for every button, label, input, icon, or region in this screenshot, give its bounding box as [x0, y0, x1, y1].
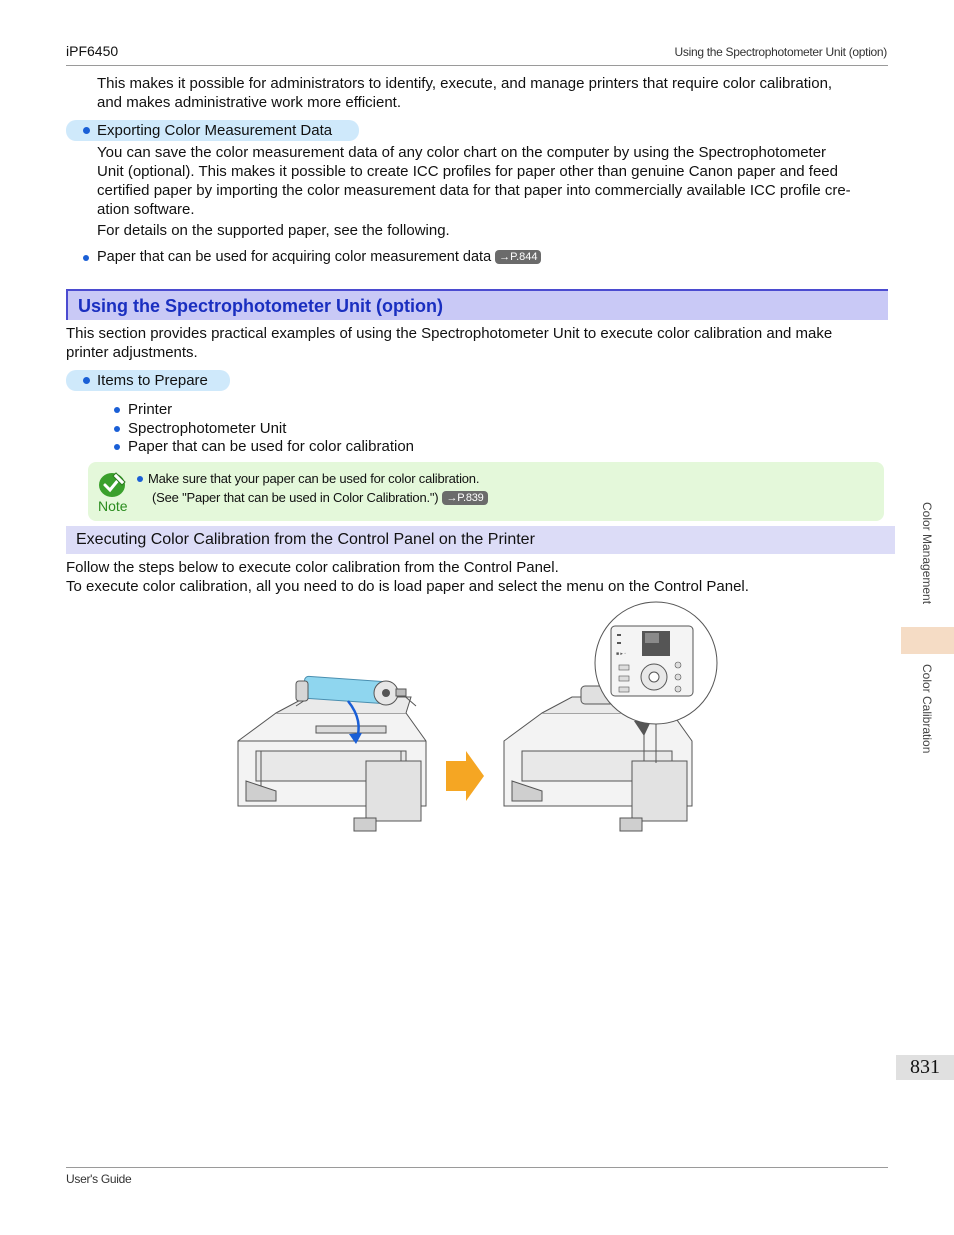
bullet-icon — [114, 407, 120, 413]
bullet-icon — [83, 377, 90, 384]
section-line-2: printer adjustments. — [66, 344, 198, 361]
prepare-item — [128, 437, 414, 456]
note-label: Note — [98, 498, 128, 514]
sidebar-chapter: Color Management — [920, 502, 934, 605]
pencil-check-icon — [98, 470, 128, 498]
subsection-title: Executing Color Calibration from the Control Panel on the Printer — [76, 531, 535, 548]
header-rule — [66, 65, 888, 66]
page-ref-839[interactable]: →P.839 — [442, 491, 487, 505]
exporting-heading — [66, 120, 359, 141]
bullet-icon — [114, 426, 120, 432]
product-name: iPF6450 — [66, 43, 119, 59]
exporting-line-4: ation software. — [97, 201, 195, 218]
exporting-details: For details on the supported paper, see the following. — [97, 222, 450, 239]
prepare-item-label: Paper that can be used for color calibration — [128, 438, 415, 455]
bullet-icon — [114, 444, 120, 450]
page-ref-844[interactable]: →P.844 — [495, 250, 541, 264]
exporting-heading-label: Exporting Color Measurement Data — [97, 122, 333, 139]
bullet-icon — [83, 255, 89, 261]
prepare-item — [128, 419, 286, 438]
prepare-heading-label: Items to Prepare — [97, 372, 208, 389]
prepare-item-label: Printer — [128, 401, 173, 418]
paper-link-item[interactable] — [97, 248, 541, 267]
bullet-icon — [137, 476, 143, 482]
exporting-line-3: certified paper by importing the color measurement data for that paper into commercially available ICC profile cre- — [97, 182, 851, 199]
printer-illustration — [236, 601, 718, 841]
prepare-item-label: Spectrophotometer Unit — [128, 420, 287, 437]
subsection-line-1: Follow the steps below to execute color calibration from the Control Panel. — [66, 559, 559, 576]
page-number: 831 — [910, 1056, 940, 1078]
svg-text:■ ▸ ◦: ■ ▸ ◦ — [616, 651, 627, 657]
section-line-1: This section provides practical examples of using the Spectrophotometer Unit to execute color calibration and make — [66, 325, 833, 342]
note-line-1 — [148, 470, 479, 488]
footer-rule — [66, 1167, 888, 1168]
bullet-icon — [83, 127, 90, 134]
paper-link-text[interactable]: Paper that can be used for acquiring color measurement data — [97, 249, 492, 265]
section-title: Using the Spectrophotometer Unit (option) — [78, 296, 443, 316]
subsection-heading — [66, 526, 895, 554]
exporting-line-2: Unit (optional). This makes it possible to create ICC profiles for paper other than genuine Canon paper and feed — [97, 163, 838, 180]
sidebar-tab — [901, 627, 954, 654]
exporting-line-1: You can save the color measurement data of any color chart on the computer by using the Spectrophotometer — [97, 144, 827, 161]
prepare-heading — [66, 370, 230, 391]
printer-with-roll — [238, 693, 426, 831]
note-line-2[interactable] — [152, 489, 488, 507]
intro-line-2: and makes administrative work more efficient. — [97, 94, 402, 111]
sidebar-section: Color Calibration — [920, 664, 934, 754]
note-line-2-text: (See "Paper that can be used in Color Calibration.") — [152, 490, 439, 505]
prepare-item — [128, 400, 172, 419]
subsection-line-2: To execute color calibration, all you need to do is load paper and select the menu on the Control Panel. — [66, 578, 749, 595]
section-heading — [66, 289, 888, 320]
footer-title: User's Guide — [66, 1172, 132, 1186]
running-header: Using the Spectrophotometer Unit (option) — [674, 45, 887, 59]
intro-line-1: This makes it possible for administrators to identify, execute, and manage printers that require color calibration, — [97, 75, 833, 92]
note-line-1-text: Make sure that your paper can be used for color calibration. — [148, 471, 480, 486]
next-step-arrow — [446, 751, 484, 801]
